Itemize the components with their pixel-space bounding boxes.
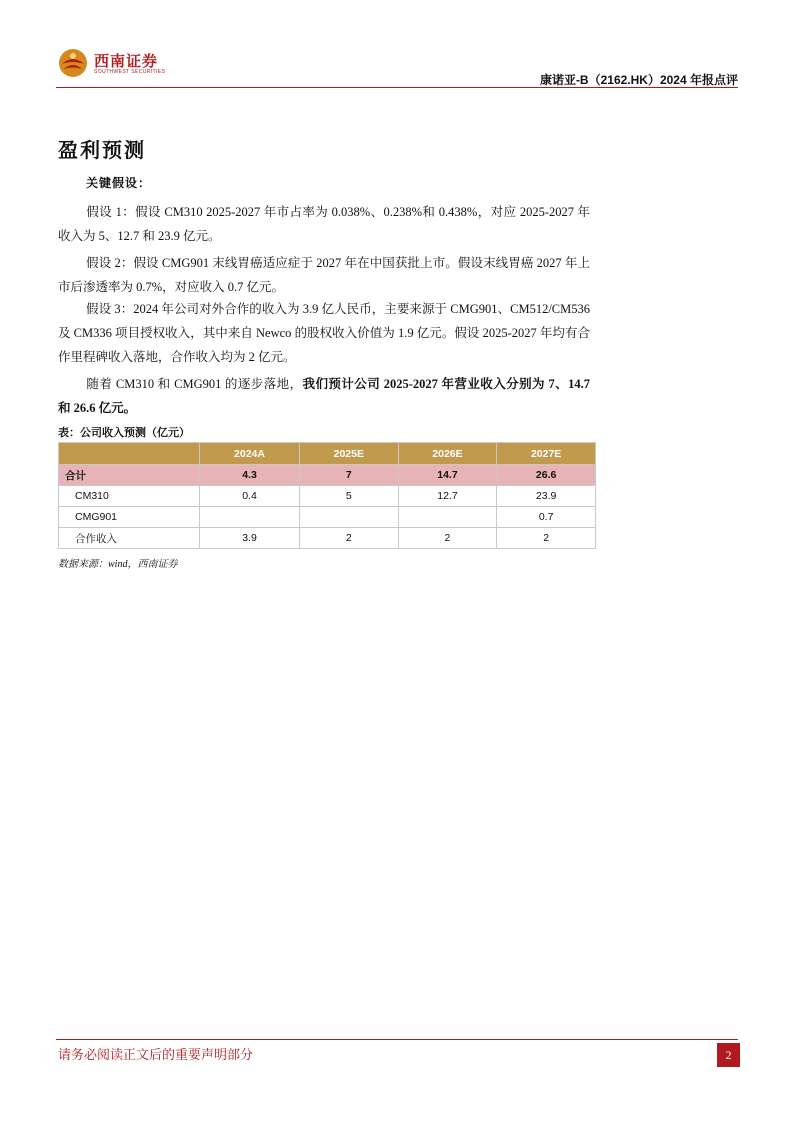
table-row — [59, 486, 596, 507]
table-cell: 3.9 — [200, 528, 300, 549]
company-logo — [58, 48, 168, 82]
table-cell: 0.7 — [497, 507, 596, 528]
table-cell: 7 — [299, 465, 398, 486]
header-divider — [56, 87, 738, 88]
row-label: 合计 — [59, 465, 200, 486]
table-header-cell: 2025E — [299, 443, 398, 465]
table-header-cell: 2024A — [200, 443, 300, 465]
forecast-conclusion-bold: 我们预计公司 2025-2027 年营业收入分别为 7、14.7 和 26.6 亿元。 — [58, 377, 590, 415]
table-cell: 2 — [497, 528, 596, 549]
footer-divider — [56, 1039, 738, 1040]
logo-english-name: SOUTHWEST SECURITIES — [94, 69, 166, 75]
table-row-total — [59, 465, 596, 486]
logo-emblem-icon — [58, 48, 88, 78]
assumption-paragraph-1: 假设 1：假设 CM310 2025-2027 年市占率为 0.038%、0.238%和 0.438%，对应 2025-2027 年收入为 5、12.7 和 23.9 亿元。 — [58, 205, 590, 243]
table-cell: 2 — [299, 528, 398, 549]
table-header-cell: 2026E — [398, 443, 497, 465]
data-source-note: 数据来源：wind，西南证券 — [58, 559, 178, 570]
row-label: CMG901 — [59, 507, 200, 528]
table-caption: 表：公司收入预测（亿元） — [58, 427, 190, 439]
table-row — [59, 528, 596, 549]
row-label: CM310 — [59, 486, 200, 507]
logo-chinese-name: 西南证券 — [94, 54, 159, 70]
table-cell: 4.3 — [200, 465, 300, 486]
table-header-row — [59, 443, 596, 465]
row-label: 合作收入 — [59, 528, 200, 549]
assumption-paragraph-2: 假设 2：假设 CMG901 末线胃癌适应症于 2027 年在中国获批上市。假设末线胃癌 2027 年上市后渗透率为 0.7%，对应收入 0.7 亿元。 — [58, 256, 590, 294]
revenue-forecast-table — [58, 442, 596, 549]
table-cell: 12.7 — [398, 486, 497, 507]
table-cell — [398, 507, 497, 528]
disclaimer-note: 请务必阅读正文后的重要声明部分 — [58, 1047, 254, 1062]
table-cell: 0.4 — [200, 486, 300, 507]
report-title: 康诺亚-B（2162.HK）2024 年报点评 — [539, 73, 738, 87]
assumption-paragraph-3: 假设 3：2024 年公司对外合作的收入为 3.9 亿人民币，主要来源于 CMG901、CM512/CM536 及 CM336 项目授权收入，其中来自 Newco 的股权收入价值为 1.9 亿元。假设 2025-2027 年均有合作里程碑收入落地，合作收入均为 2 亿元。 — [58, 302, 590, 364]
table-row — [59, 507, 596, 528]
table-cell — [299, 507, 398, 528]
section-title: 盈利预测 — [58, 140, 146, 162]
table-header-cell: 2027E — [497, 443, 596, 465]
forecast-conclusion-paragraph: 随着 CM310 和 CMG901 的逐步落地，我们预计公司 2025-2027 年营业收入分别为 7、14.7 和 26.6 亿元。 — [58, 377, 590, 415]
table-cell: 2 — [398, 528, 497, 549]
table-cell: 23.9 — [497, 486, 596, 507]
table-cell: 14.7 — [398, 465, 497, 486]
table-cell: 26.6 — [497, 465, 596, 486]
page-number: 2 — [717, 1043, 740, 1067]
table-cell — [200, 507, 300, 528]
table-header-cell — [59, 443, 200, 465]
key-assumptions-label: 关键假设： — [86, 176, 152, 190]
table-cell: 5 — [299, 486, 398, 507]
